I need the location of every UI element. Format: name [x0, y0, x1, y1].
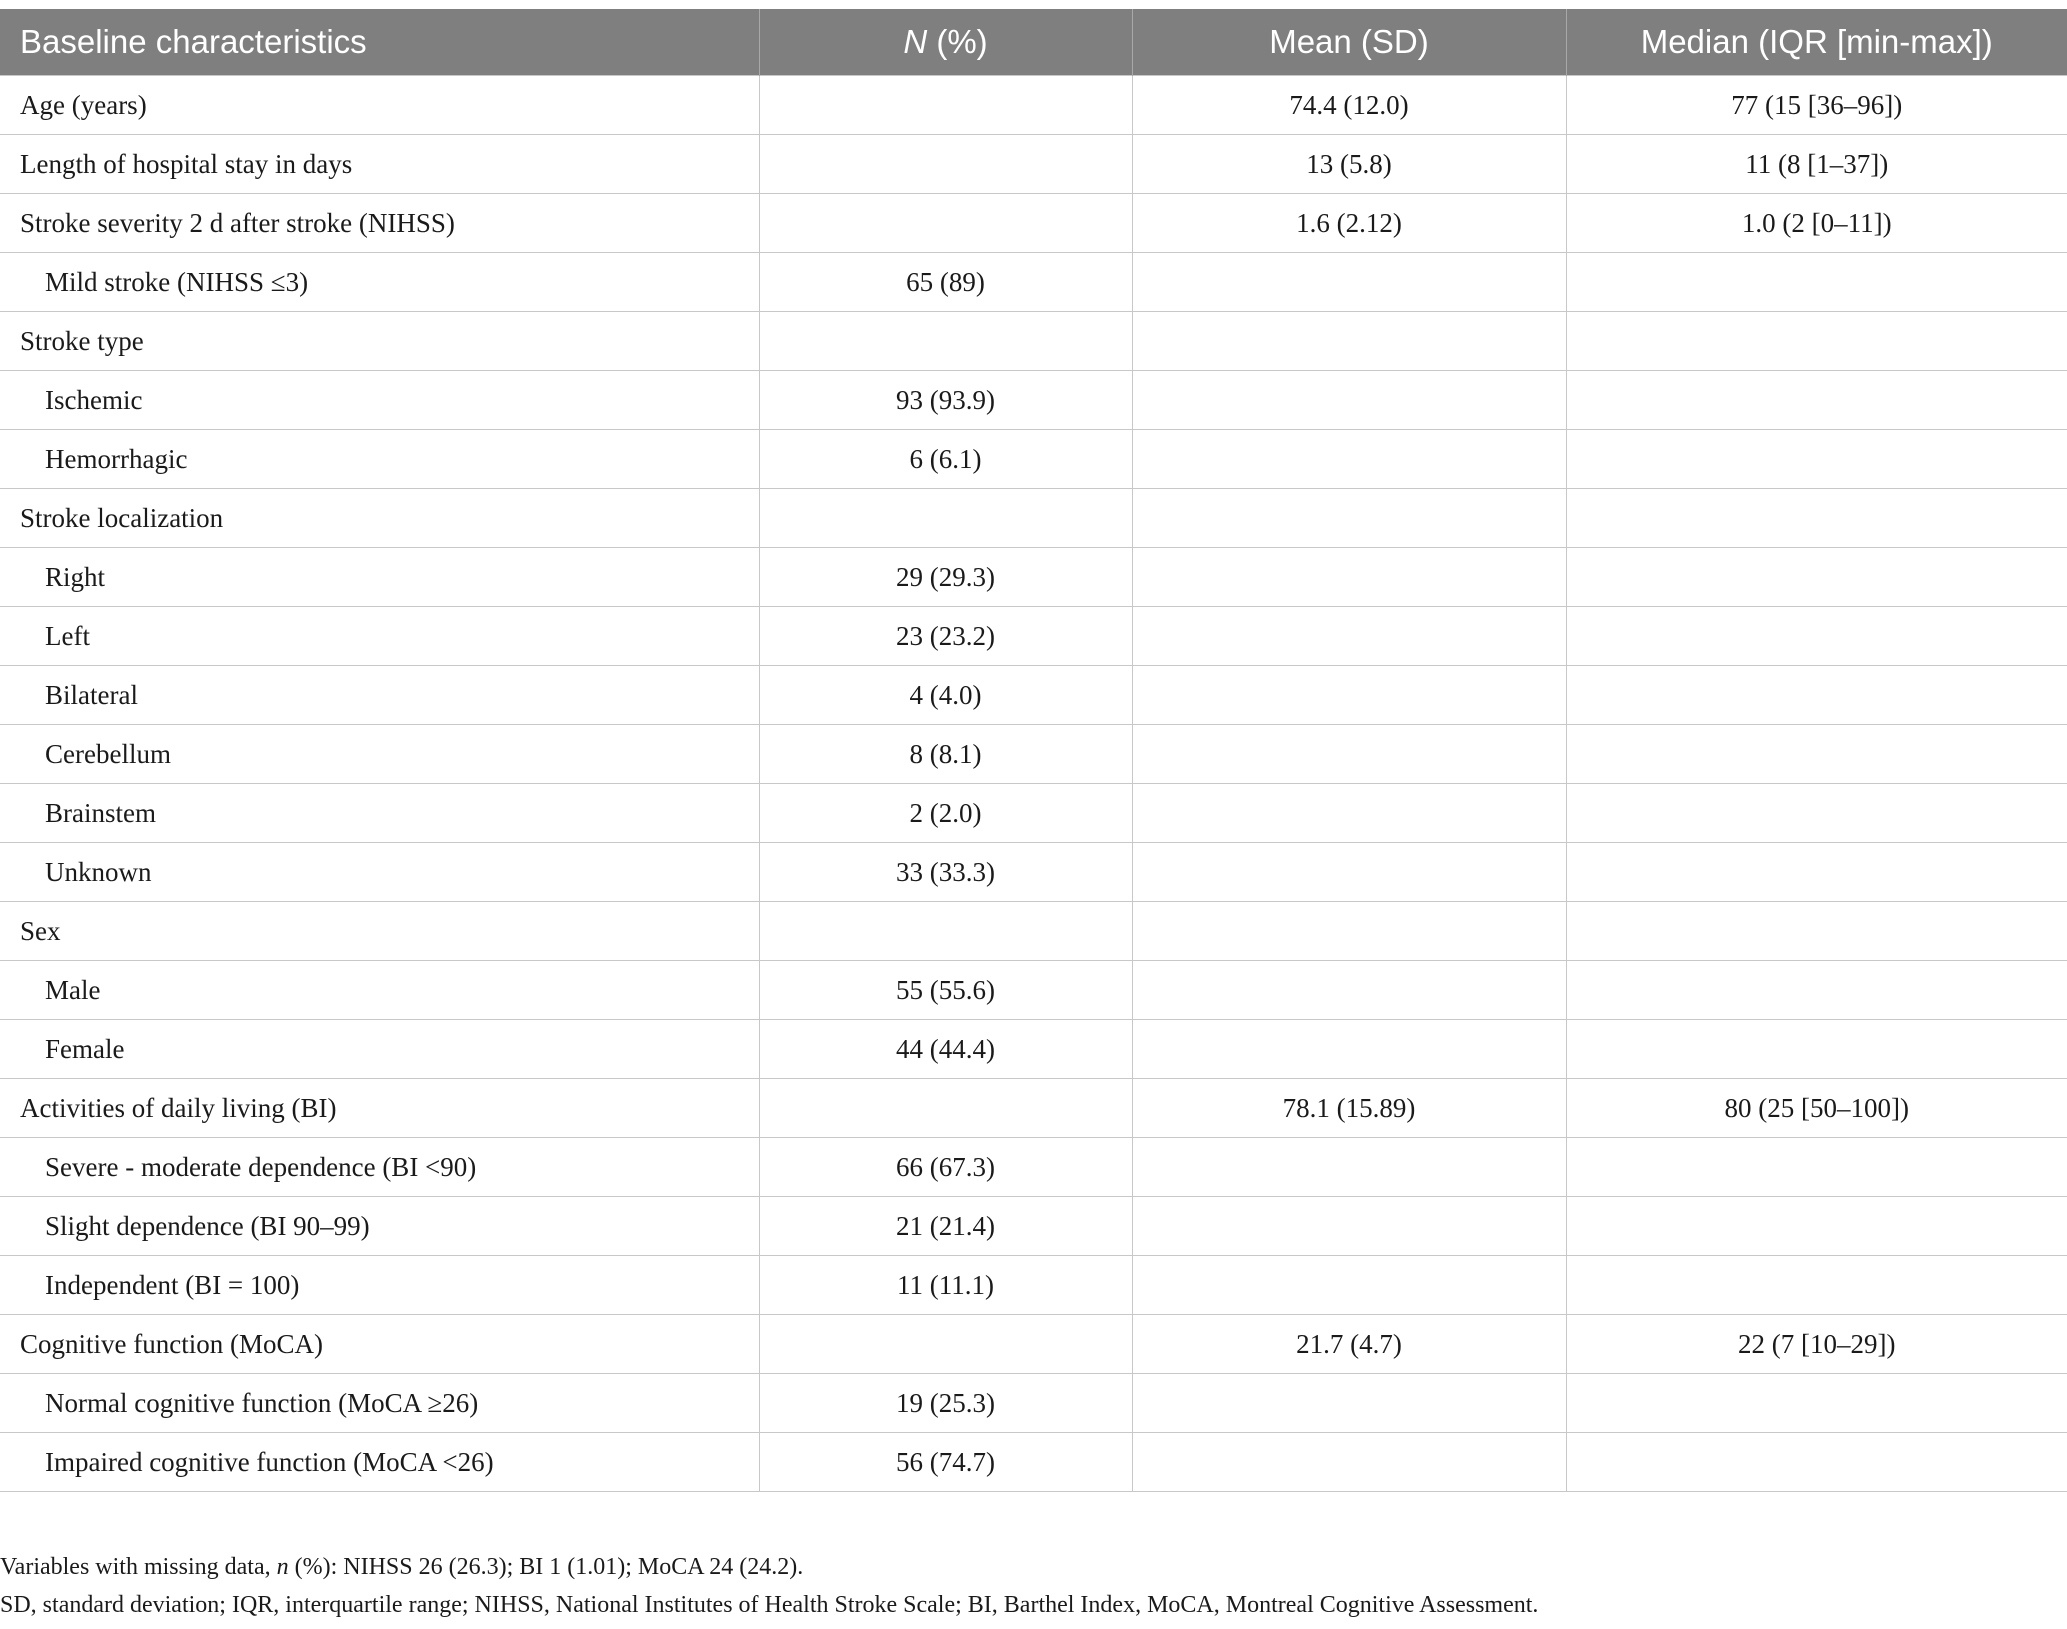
table-row — [0, 1197, 2067, 1256]
row-median-iqr-cell — [1566, 430, 2067, 489]
header-characteristic: Baseline characteristics — [0, 9, 759, 76]
row-n-percent-cell: 93 (93.9) — [759, 371, 1132, 430]
row-median-iqr-cell: 80 (25 [50–100]) — [1566, 1079, 2067, 1138]
row-n-percent-cell — [759, 1315, 1132, 1374]
row-mean-sd-cell — [1132, 1256, 1566, 1315]
row-label-cell: Stroke localization — [0, 489, 759, 548]
row-label-cell: Sex — [0, 902, 759, 961]
row-n-percent-cell — [759, 194, 1132, 253]
table-row — [0, 902, 2067, 961]
row-n-percent-cell: 23 (23.2) — [759, 607, 1132, 666]
row-label-cell: Mild stroke (NIHSS ≤3) — [0, 253, 759, 312]
row-mean-sd-cell: 74.4 (12.0) — [1132, 76, 1566, 135]
row-median-iqr-cell — [1566, 784, 2067, 843]
row-mean-sd-cell — [1132, 1020, 1566, 1079]
header-n-italic: N — [903, 23, 928, 60]
row-n-percent-cell — [759, 489, 1132, 548]
row-n-percent-cell: 4 (4.0) — [759, 666, 1132, 725]
row-median-iqr-cell: 77 (15 [36–96]) — [1566, 76, 2067, 135]
row-mean-sd-cell — [1132, 371, 1566, 430]
row-median-iqr-cell — [1566, 961, 2067, 1020]
row-label-cell: Unknown — [0, 843, 759, 902]
row-mean-sd-cell — [1132, 312, 1566, 371]
table-header — [0, 9, 2067, 76]
row-mean-sd-cell — [1132, 961, 1566, 1020]
row-mean-sd-cell — [1132, 607, 1566, 666]
row-median-iqr-cell: 22 (7 [10–29]) — [1566, 1315, 2067, 1374]
header-median-iqr: Median (IQR [min-max]) — [1566, 9, 2067, 76]
row-label-cell: Hemorrhagic — [0, 430, 759, 489]
table-row — [0, 1020, 2067, 1079]
table-row — [0, 843, 2067, 902]
row-median-iqr-cell — [1566, 312, 2067, 371]
row-median-iqr-cell — [1566, 1138, 2067, 1197]
row-mean-sd-cell — [1132, 1138, 1566, 1197]
header-n-rest: (%) — [927, 23, 988, 60]
row-mean-sd-cell — [1132, 1374, 1566, 1433]
table-row — [0, 1315, 2067, 1374]
row-n-percent-cell: 55 (55.6) — [759, 961, 1132, 1020]
row-mean-sd-cell: 78.1 (15.89) — [1132, 1079, 1566, 1138]
row-label-cell: Bilateral — [0, 666, 759, 725]
row-label-cell: Cerebellum — [0, 725, 759, 784]
header-n-percent — [759, 9, 1132, 76]
row-median-iqr-cell — [1566, 371, 2067, 430]
table-row — [0, 430, 2067, 489]
footnote-missing-italic-n: n — [276, 1554, 289, 1580]
row-label-cell: Slight dependence (BI 90–99) — [0, 1197, 759, 1256]
footnote-abbreviations: SD, standard deviation; IQR, interquartile range; NIHSS, National Institutes of Health Stroke Scale; BI, Barthel Index, MoCA, Montreal Cognitive Assessment. — [0, 1592, 1539, 1618]
row-label-cell: Severe - moderate dependence (BI <90) — [0, 1138, 759, 1197]
row-median-iqr-cell — [1566, 1433, 2067, 1492]
row-label-cell: Length of hospital stay in days — [0, 135, 759, 194]
row-mean-sd-cell — [1132, 1197, 1566, 1256]
row-label-cell: Right — [0, 548, 759, 607]
row-n-percent-cell — [759, 135, 1132, 194]
row-mean-sd-cell: 13 (5.8) — [1132, 135, 1566, 194]
row-label-cell: Stroke type — [0, 312, 759, 371]
row-label-cell: Normal cognitive function (MoCA ≥26) — [0, 1374, 759, 1433]
row-label-cell: Left — [0, 607, 759, 666]
row-mean-sd-cell — [1132, 1433, 1566, 1492]
row-median-iqr-cell: 11 (8 [1–37]) — [1566, 135, 2067, 194]
row-median-iqr-cell — [1566, 843, 2067, 902]
footnote-missing-data — [0, 1548, 1538, 1586]
row-mean-sd-cell — [1132, 843, 1566, 902]
table-row — [0, 1374, 2067, 1433]
row-median-iqr-cell — [1566, 1374, 2067, 1433]
baseline-characteristics-table — [0, 9, 2067, 1492]
row-median-iqr-cell — [1566, 548, 2067, 607]
row-n-percent-cell: 21 (21.4) — [759, 1197, 1132, 1256]
table-row — [0, 784, 2067, 843]
row-median-iqr-cell — [1566, 666, 2067, 725]
row-mean-sd-cell — [1132, 666, 1566, 725]
row-label-cell: Stroke severity 2 d after stroke (NIHSS) — [0, 194, 759, 253]
table-row — [0, 489, 2067, 548]
row-median-iqr-cell — [1566, 489, 2067, 548]
row-median-iqr-cell — [1566, 607, 2067, 666]
table-row — [0, 1138, 2067, 1197]
header-mean-sd: Mean (SD) — [1132, 9, 1566, 76]
row-label-cell: Cognitive function (MoCA) — [0, 1315, 759, 1374]
footnote-missing-prefix: Variables with missing data, — [0, 1554, 277, 1580]
row-n-percent-cell: 33 (33.3) — [759, 843, 1132, 902]
row-mean-sd-cell — [1132, 902, 1566, 961]
row-n-percent-cell — [759, 312, 1132, 371]
table-row — [0, 548, 2067, 607]
row-mean-sd-cell — [1132, 725, 1566, 784]
table-body — [0, 76, 2067, 1492]
header-row — [0, 9, 2067, 76]
row-label-cell: Independent (BI = 100) — [0, 1256, 759, 1315]
row-n-percent-cell: 66 (67.3) — [759, 1138, 1132, 1197]
table-row — [0, 607, 2067, 666]
row-median-iqr-cell — [1566, 1020, 2067, 1079]
row-n-percent-cell: 2 (2.0) — [759, 784, 1132, 843]
table-row — [0, 253, 2067, 312]
footnote-missing-suffix: (%): NIHSS 26 (26.3); BI 1 (1.01); MoCA 24 (24.2). — [288, 1554, 804, 1580]
table-row — [0, 961, 2067, 1020]
row-median-iqr-cell: 1.0 (2 [0–11]) — [1566, 194, 2067, 253]
row-mean-sd-cell — [1132, 430, 1566, 489]
table-footnotes — [0, 1548, 1538, 1624]
row-mean-sd-cell: 1.6 (2.12) — [1132, 194, 1566, 253]
table-row — [0, 194, 2067, 253]
table-row — [0, 725, 2067, 784]
row-mean-sd-cell — [1132, 548, 1566, 607]
row-mean-sd-cell: 21.7 (4.7) — [1132, 1315, 1566, 1374]
row-n-percent-cell: 56 (74.7) — [759, 1433, 1132, 1492]
table-row — [0, 1256, 2067, 1315]
row-label-cell: Activities of daily living (BI) — [0, 1079, 759, 1138]
table-row — [0, 666, 2067, 725]
row-median-iqr-cell — [1566, 725, 2067, 784]
row-n-percent-cell — [759, 76, 1132, 135]
row-n-percent-cell: 11 (11.1) — [759, 1256, 1132, 1315]
row-n-percent-cell: 29 (29.3) — [759, 548, 1132, 607]
table-row — [0, 135, 2067, 194]
row-n-percent-cell: 65 (89) — [759, 253, 1132, 312]
row-n-percent-cell — [759, 1079, 1132, 1138]
row-n-percent-cell: 6 (6.1) — [759, 430, 1132, 489]
row-label-cell: Impaired cognitive function (MoCA <26) — [0, 1433, 759, 1492]
row-median-iqr-cell — [1566, 1197, 2067, 1256]
row-label-cell: Male — [0, 961, 759, 1020]
row-n-percent-cell: 8 (8.1) — [759, 725, 1132, 784]
row-label-cell: Female — [0, 1020, 759, 1079]
row-mean-sd-cell — [1132, 784, 1566, 843]
table-row — [0, 312, 2067, 371]
row-n-percent-cell: 44 (44.4) — [759, 1020, 1132, 1079]
row-mean-sd-cell — [1132, 489, 1566, 548]
table-row — [0, 76, 2067, 135]
row-label-cell: Ischemic — [0, 371, 759, 430]
row-label-cell: Brainstem — [0, 784, 759, 843]
row-median-iqr-cell — [1566, 253, 2067, 312]
row-n-percent-cell: 19 (25.3) — [759, 1374, 1132, 1433]
row-median-iqr-cell — [1566, 1256, 2067, 1315]
baseline-characteristics-table-container — [0, 9, 2067, 1492]
table-row — [0, 371, 2067, 430]
table-row — [0, 1079, 2067, 1138]
row-n-percent-cell — [759, 902, 1132, 961]
table-row — [0, 1433, 2067, 1492]
row-median-iqr-cell — [1566, 902, 2067, 961]
row-mean-sd-cell — [1132, 253, 1566, 312]
row-label-cell: Age (years) — [0, 76, 759, 135]
